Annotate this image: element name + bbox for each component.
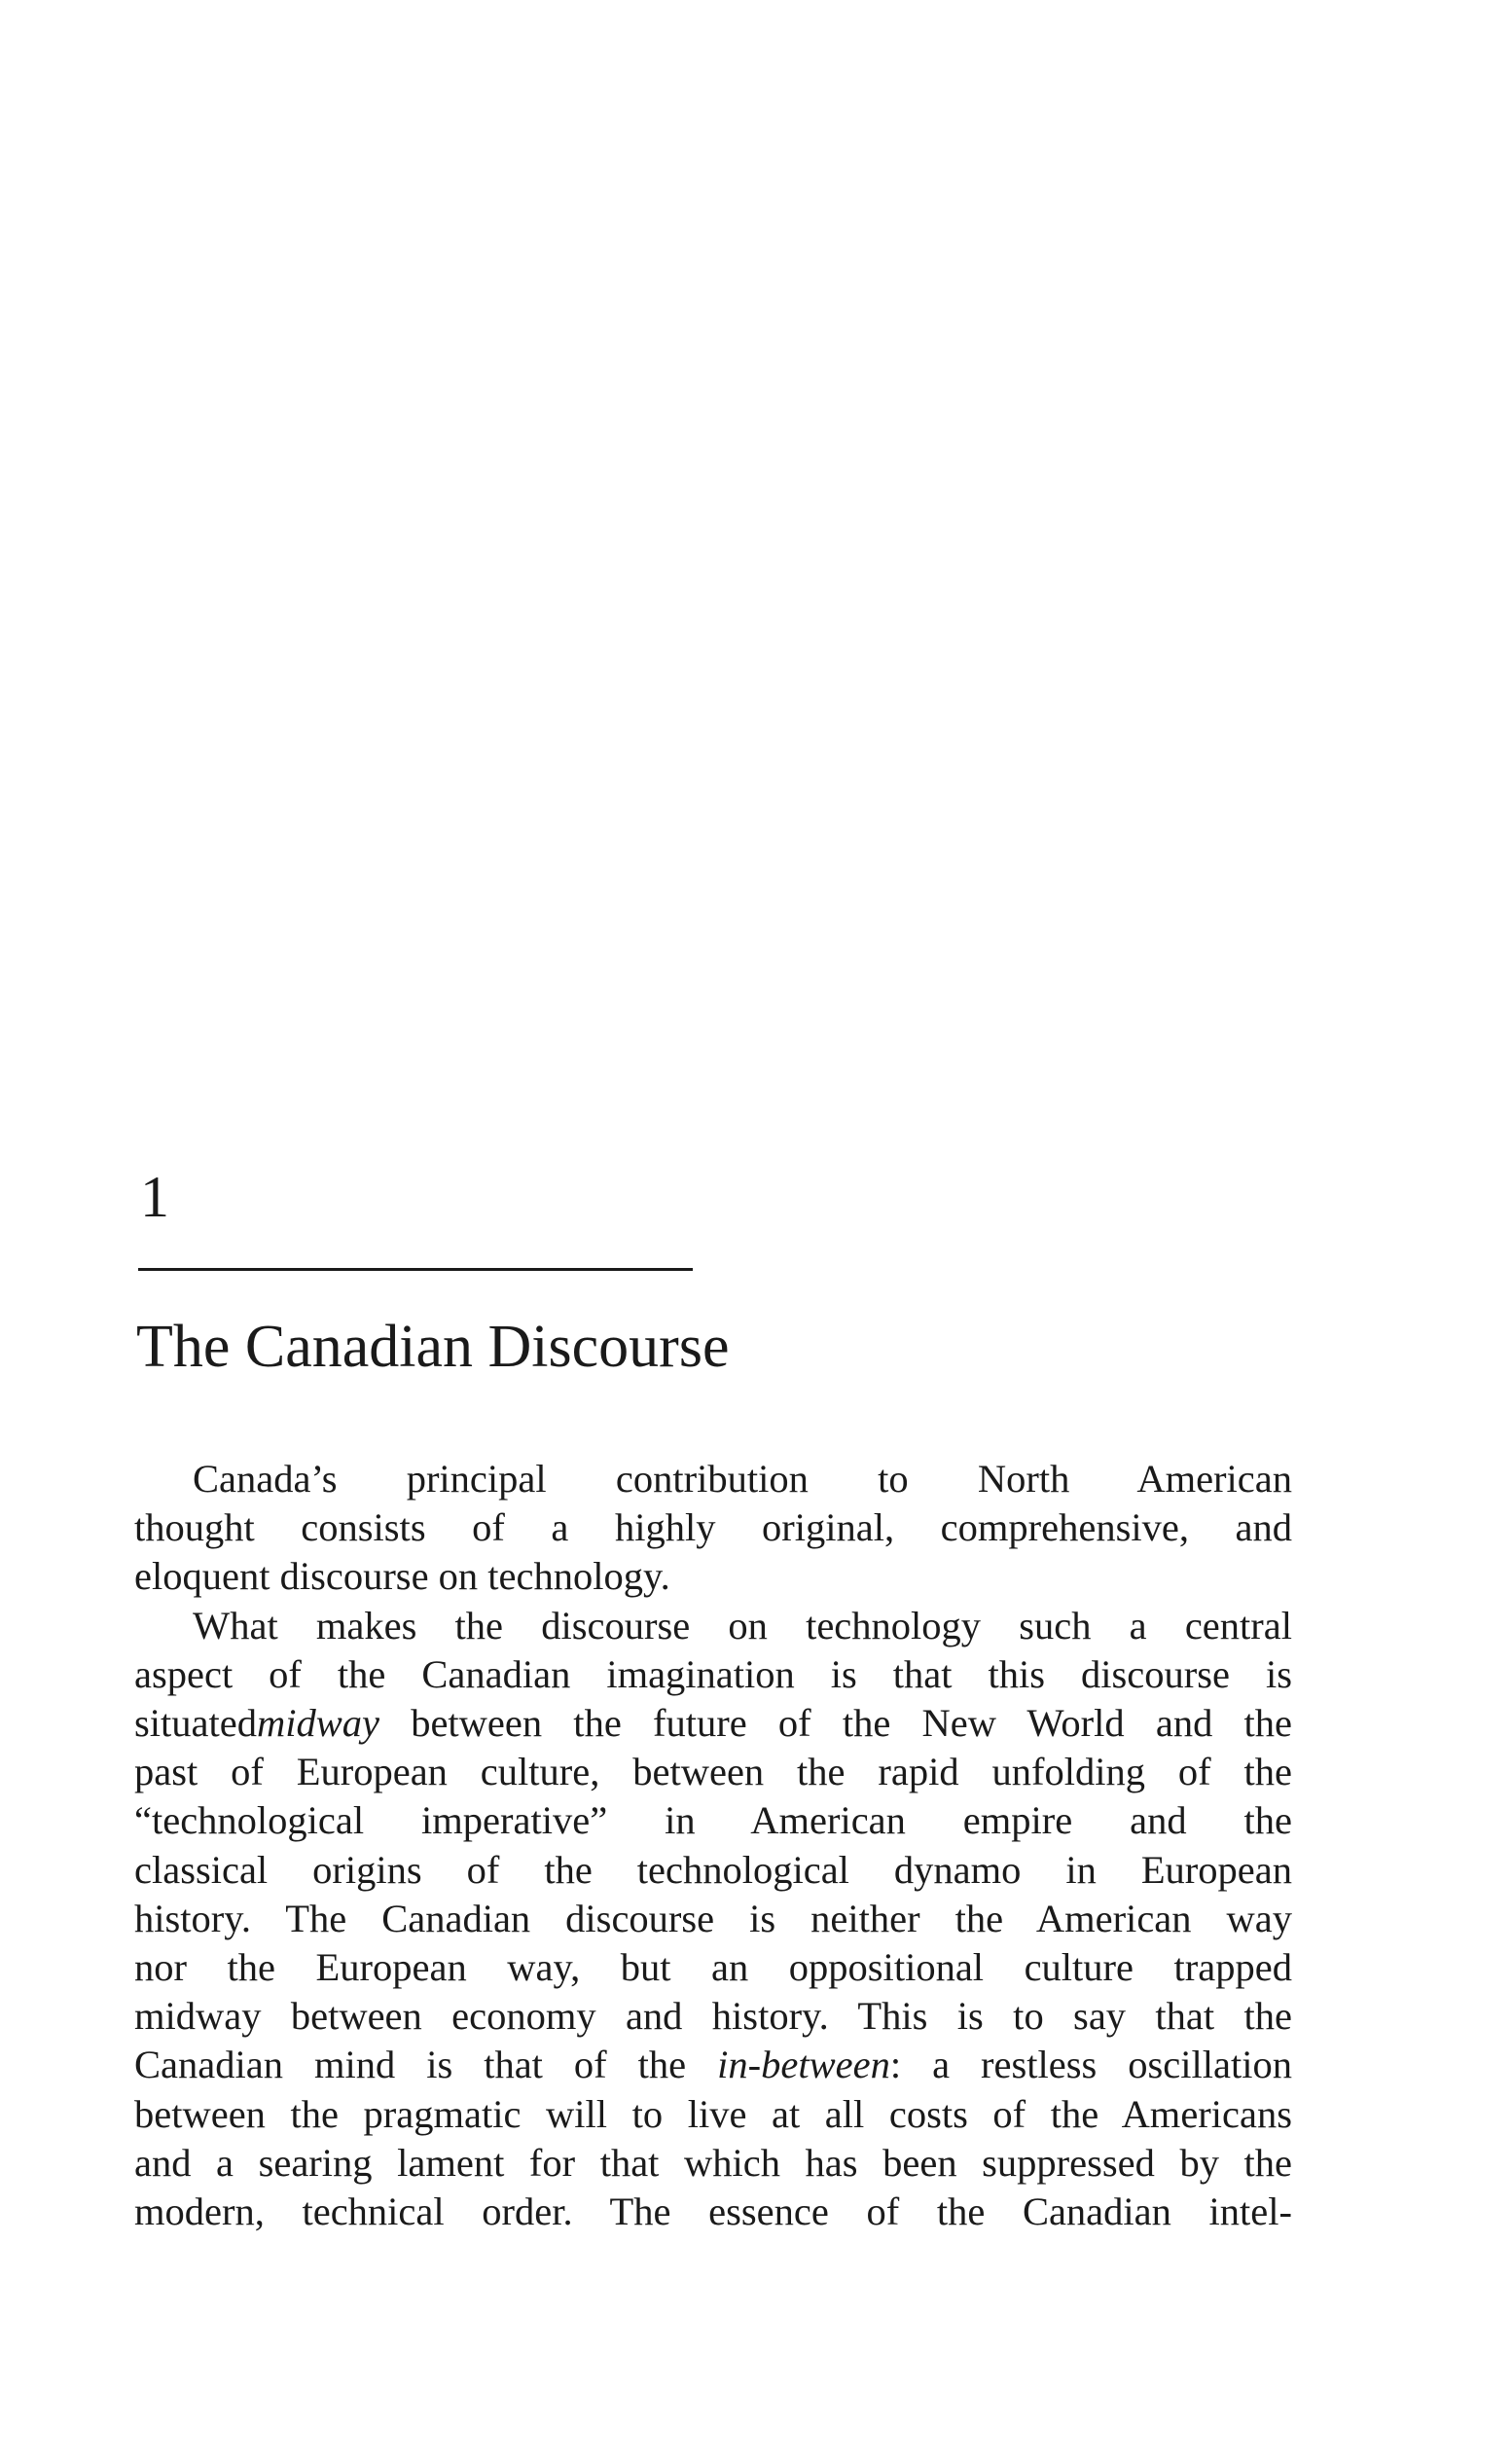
text-line: What makes the discourse on technology such a central (193, 1603, 1292, 1647)
text-line: thought consists of a highly original, comprehensive, and (134, 1505, 1292, 1550)
text-line: history. The Canadian discourse is neither the American way (134, 1896, 1292, 1940)
text-line: modern, technical order. The essence of the Canadian intel- (134, 2190, 1292, 2234)
chapter-divider (138, 1268, 693, 1271)
chapter-body (134, 1455, 1292, 2236)
text-line: Canada’s principal contribution to North American (193, 1457, 1292, 1501)
text-line: midway between economy and history. This is to say that the (134, 1994, 1292, 2039)
text-line: nor the European way, but an oppositional culture trapped (134, 1945, 1292, 1990)
emphasis-in-between: in-between (717, 2043, 890, 2087)
text-line: “technological imperative” in American empire and the (134, 1798, 1292, 1843)
text-line: Canadian mind is that of the in-between: a restless oscillation (134, 2043, 1292, 2087)
text-line: classical origins of the technological dynamo in European (134, 1847, 1292, 1892)
emphasis-midway: midway (256, 1701, 379, 1746)
text-line: eloquent discourse on technology. (134, 1554, 670, 1599)
chapter-number: 1 (140, 1165, 169, 1229)
chapter-title: The Canadian Discourse (136, 1314, 730, 1380)
text-line: and a searing lament for that which has been suppressed by the (134, 2140, 1292, 2185)
text-line: past of European culture, between the rapid unfolding of the (134, 1750, 1292, 1794)
text-line: between the pragmatic will to live at all costs of the Americans (134, 2091, 1292, 2136)
text-line: aspect of the Canadian imagination is that this discourse is (134, 1651, 1292, 1696)
text-line: situatedmidway between the future of the New World and the (134, 1701, 1292, 1746)
